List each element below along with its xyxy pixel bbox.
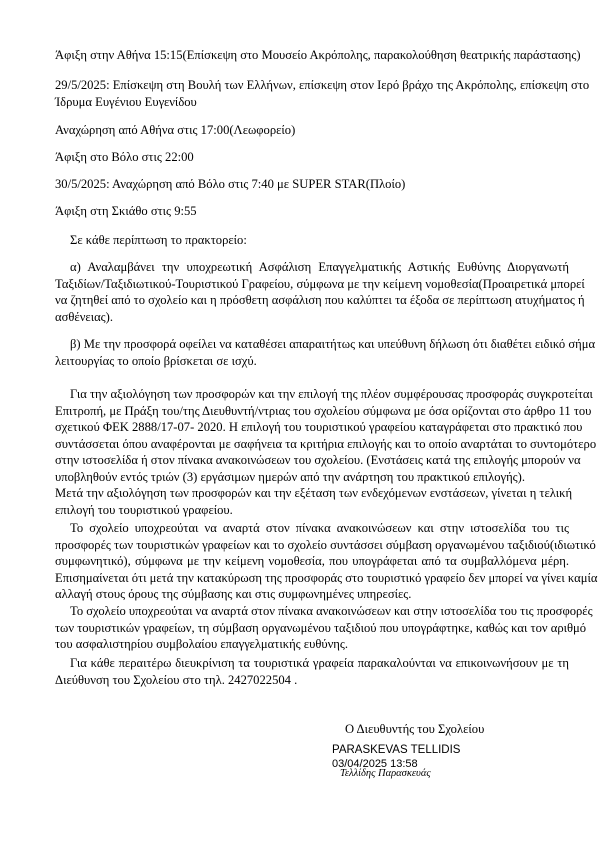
itinerary-day-29-cont: Ίδρυμα Ευγένιου Ευγενίδου bbox=[55, 95, 197, 109]
signature-title: Ο Διευθυντής του Σχολείου bbox=[345, 722, 485, 736]
posting-line: του ασφαλιστηρίου συμβολαίου επαγγελματικής ευθύνης. bbox=[55, 637, 349, 651]
signature-name-greek: Τελλίδης Παρασκευάς bbox=[340, 768, 431, 779]
signature-name-latin: PARASKEVAS TELLIDIS bbox=[332, 744, 461, 756]
contract-line: Το σχολείο υποχρεούται να αναρτά στον πίνακα ανακοινώσεων και στην ιστοσελίδα του τις bbox=[70, 521, 569, 535]
contract-line: Επισημαίνεται ότι μετά την κατακύρωση της προσφοράς στο τουριστικό γραφείο δεν μπορεί να γίνει καμία bbox=[55, 570, 598, 585]
itinerary-arrival-skiathos: Άφιξη στη Σκιάθο στις 9:55 bbox=[55, 204, 197, 218]
contact-line: Διεύθυνση του Σχολείου στο τηλ. 2427022504 . bbox=[55, 672, 298, 687]
after-evaluation-line: Μετά την αξιολόγηση των προσφορών και την εξέταση των ενδεχόμενων ενστάσεων, γίνεται η τελική bbox=[55, 486, 573, 500]
evaluation-line: συντάσσεται όπου αναφέρονται με σαφήνεια τα κριτήρια επιλογής και το οποίο αναρτάται το συντομότερο bbox=[55, 436, 597, 451]
contract-paragraph bbox=[55, 520, 598, 603]
itinerary-day-29: 29/5/2025: Επίσκεψη στη Βουλή των Ελλήνων, επίσκεψη στον Ιερό βράχο της Ακρόπολης, επίσκεψη στο bbox=[55, 78, 590, 92]
evaluation-line: Επιτροπή, με Πράξη του/της Διευθυντή/ντριας του σχολείου σύμφωνα με όσα ορίζονται στο άρθρο 11 του bbox=[55, 403, 592, 418]
clause-a bbox=[55, 259, 585, 325]
clause-b bbox=[55, 336, 596, 369]
clause-b-line: β) Με την προσφορά οφείλει να καταθέσει απαραιτήτως και υπεύθυνη δήλωση ότι διαθέτει ειδικό σήμα bbox=[70, 337, 596, 351]
clause-a-line: ασθένειας). bbox=[55, 309, 114, 324]
evaluation-line: στην ιστοσελίδα ή στον πίνακα ανακοινώσεων του σχολείου. (Ενστάσεις κατά της επιλογής μπορούν να bbox=[55, 453, 581, 467]
itinerary-arrival-athens: Άφιξη στην Αθήνα 15:15(Επίσκεψη στο Μουσείο Ακρόπολης, παρακολούθηση θεατρικής παράστασης) bbox=[55, 48, 581, 62]
clause-b-line: λειτουργίας το οποίο βρίσκεται σε ισχύ. bbox=[55, 353, 257, 368]
posting-line: των τουριστικών γραφείων, τη σύμβαση οργανωμένου ταξιδιού που υπογράφτηκε, καθώς και τον αριθμό bbox=[55, 620, 587, 635]
evaluation-line: υποβληθούν εντός τριών (3) εργάσιμων ημερών από την ανάρτηση του πρακτικού επιλογής). bbox=[55, 469, 525, 484]
after-evaluation-line: επιλογή του τουριστικού γραφείου. bbox=[55, 502, 233, 517]
itinerary-arrival-volos: Άφιξη στο Βόλο στις 22:00 bbox=[55, 150, 194, 164]
posting-paragraph bbox=[55, 603, 593, 653]
clause-a-line: α) Αναλαμβάνει την υποχρεωτική Ασφάλιση Επαγγελματικής Αστικής Ευθύνης Διοργανωτή bbox=[70, 260, 569, 274]
posting-line: Το σχολείο υποχρεούται να αναρτά στον πίνακα ανακοινώσεων και στην ιστοσελίδα του τις προσφορές bbox=[70, 604, 593, 618]
after-evaluation-paragraph bbox=[55, 485, 573, 518]
evaluation-line: Για την αξιολόγηση των προσφορών και την επιλογή της πλέον συμφέρουσας προσφοράς συγκροτείται bbox=[70, 387, 593, 401]
contract-line: προσφορές των τουριστικών γραφείων και το σχολείο συντάσσει σύμβαση οργανωμένου ταξιδιού(ιδιωτικό bbox=[55, 537, 596, 552]
contact-paragraph bbox=[55, 655, 569, 688]
evaluation-paragraph bbox=[55, 386, 597, 485]
contract-line: αλλαγή στους όρους της σύμβασης και στις συμφωνημένες υπηρεσίες. bbox=[55, 587, 412, 601]
itinerary-departure-athens: Αναχώρηση από Αθήνα στις 17:00(Λεωφορείο) bbox=[55, 123, 296, 137]
agency-intro: Σε κάθε περίπτωση το πρακτορείο: bbox=[70, 233, 247, 247]
contract-line: συμφωνητικό), σύμφωνα με την κείμενη νομοθεσία, που υπογράφεται από τα συμβαλλόμενα μέρη. bbox=[55, 554, 569, 568]
clause-a-line: Ταξιδίων/Ταξιδιωτικού-Τουριστικού Γραφείου, σύμφωνα με την κείμενη νομοθεσία(Προαιρετικά μπορεί bbox=[55, 276, 585, 291]
signature-datetime: 03/04/2025 13:58 bbox=[332, 758, 418, 770]
clause-a-line: να ζητηθεί από το σχολείο και η πρόσθετη ασφάλιση που καλύπτει τα έξοδα σε περίπτωση ατυχήματος ή bbox=[55, 293, 585, 307]
evaluation-line: σχετικού ΦΕΚ 2888/17-07- 2020. Η επιλογή του τουριστικού γραφείου καταγράφεται στο πρακτικό που bbox=[55, 420, 583, 434]
itinerary-day-30: 30/5/2025: Αναχώρηση από Βόλο στις 7:40 με SUPER STAR(Πλοίο) bbox=[55, 177, 406, 191]
contact-line: Για κάθε περαιτέρω διευκρίνιση τα τουριστικά γραφεία παρακαλούνται να επικοινωνήσουν με τη bbox=[70, 656, 569, 670]
